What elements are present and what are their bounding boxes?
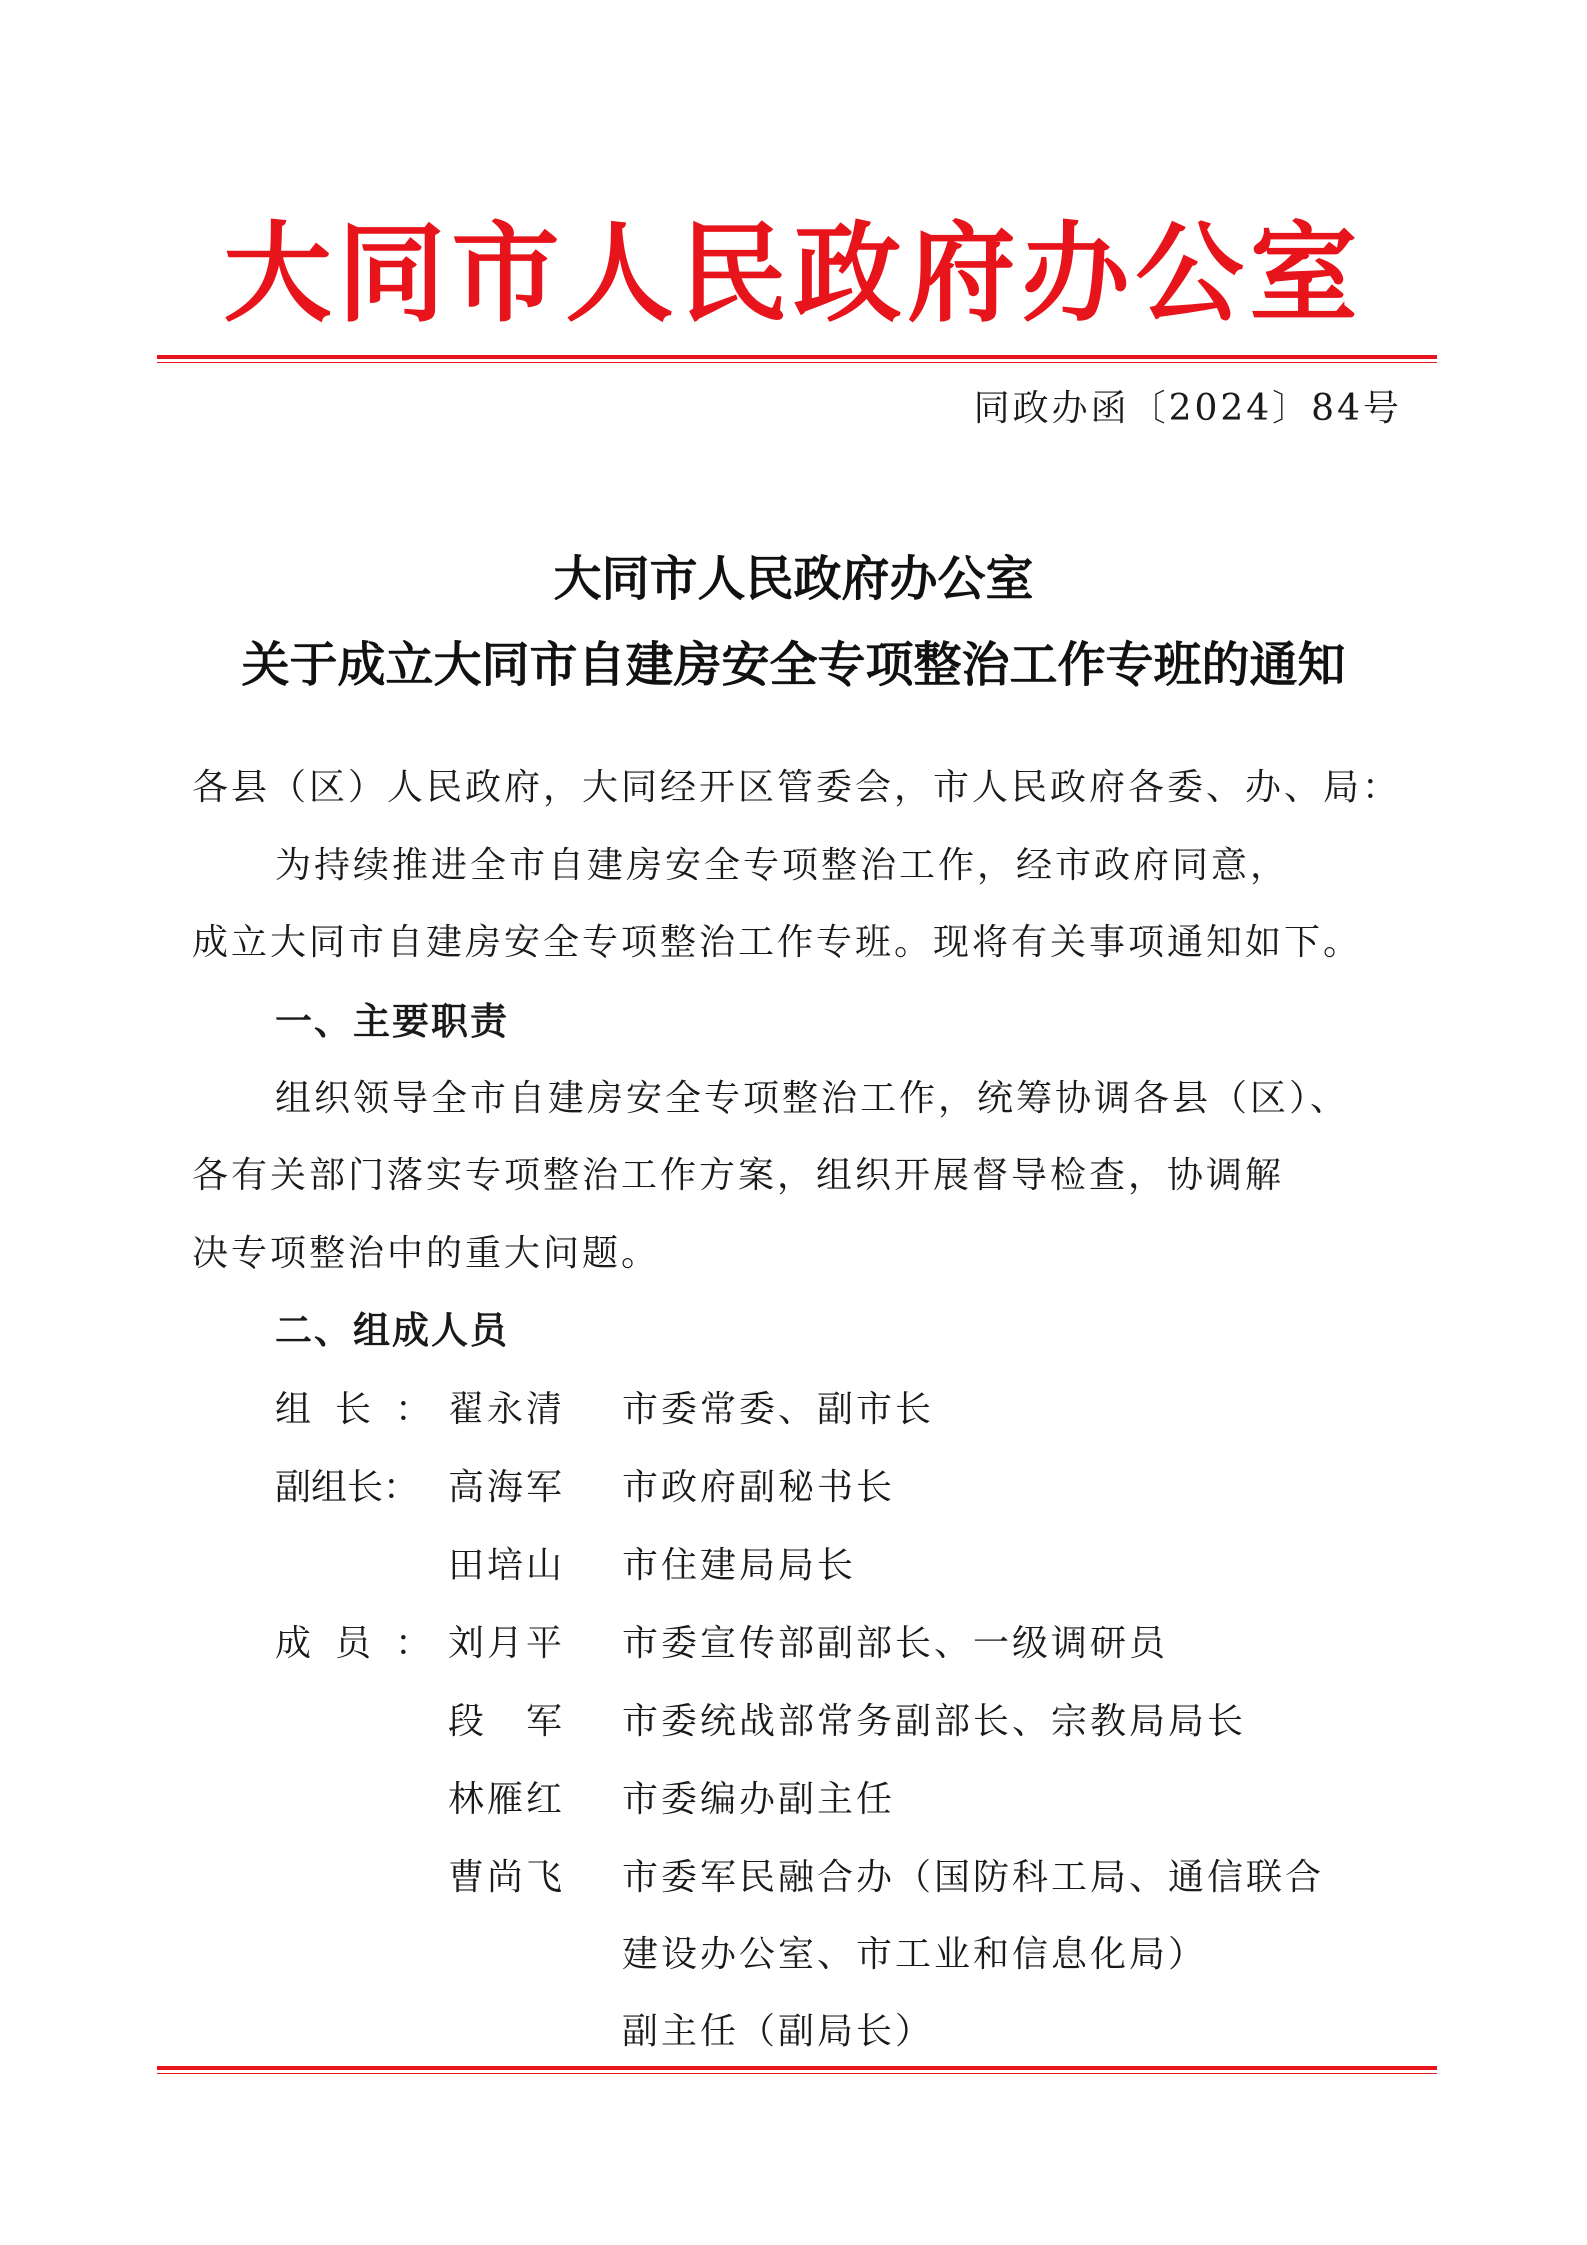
member-name: 翟永清 xyxy=(448,1389,566,1430)
duties-line-3: 决专项整治中的重大问题。 xyxy=(192,1233,661,1274)
addressee: 各县（区）人民政府，大同经开区管委会，市人民政府各委、办、局： xyxy=(192,767,1402,808)
intro-line-2: 成立大同市自建房安全专项整治工作专班。现将有关事项通知如下。 xyxy=(192,922,1363,963)
member-title-continued: 副主任（副局长） xyxy=(622,2011,935,2052)
member-title: 市住建局局长 xyxy=(622,1545,857,1586)
red-divider-top xyxy=(157,355,1437,363)
member-name: 刘月平 xyxy=(448,1623,566,1664)
document-number: 同政办函〔2024〕84号 xyxy=(973,388,1402,429)
member-title-continued: 建设办公室、市工业和信息化局） xyxy=(622,1934,1208,1975)
intro-line-1: 为持续推进全市自建房安全专项整治工作，经市政府同意， xyxy=(275,845,1290,886)
section-heading-members: 二、组成人员 xyxy=(275,1309,509,1352)
duties-line-1: 组织领导全市自建房安全专项整治工作，统筹协调各县（区）、 xyxy=(275,1078,1350,1119)
duties-line-2: 各有关部门落实专项整治工作方案，组织开展督导检查，协调解 xyxy=(192,1155,1285,1196)
role-label-leader: 组长： xyxy=(275,1389,456,1430)
role-label-member: 成员： xyxy=(275,1623,456,1664)
member-title: 市委常委、副市长 xyxy=(622,1389,935,1430)
role-label-deputy: 副组长： xyxy=(275,1467,420,1508)
title-line-1: 大同市人民政府办公室 xyxy=(553,551,1034,607)
title-line-2: 关于成立大同市自建房安全专项整治工作专班的通知 xyxy=(241,637,1346,693)
member-name: 段 军 xyxy=(448,1701,566,1742)
member-title: 市政府副秘书长 xyxy=(622,1467,896,1508)
section-heading-duties: 一、主要职责 xyxy=(275,1000,509,1043)
member-name: 田培山 xyxy=(448,1545,566,1586)
member-title: 市委宣传部副部长、一级调研员 xyxy=(622,1623,1169,1664)
member-title: 市委编办副主任 xyxy=(622,1779,896,1820)
member-name: 高海军 xyxy=(448,1467,566,1508)
member-title: 市委统战部常务副部长、宗教局局长 xyxy=(622,1701,1247,1742)
member-title: 市委军民融合办（国防科工局、通信联合 xyxy=(622,1857,1325,1898)
member-name: 林雁红 xyxy=(448,1779,566,1820)
member-name: 曹尚飞 xyxy=(448,1857,566,1898)
red-divider-bottom xyxy=(157,2066,1437,2074)
agency-masthead: 大同市人民政府办公室 xyxy=(223,212,1364,337)
